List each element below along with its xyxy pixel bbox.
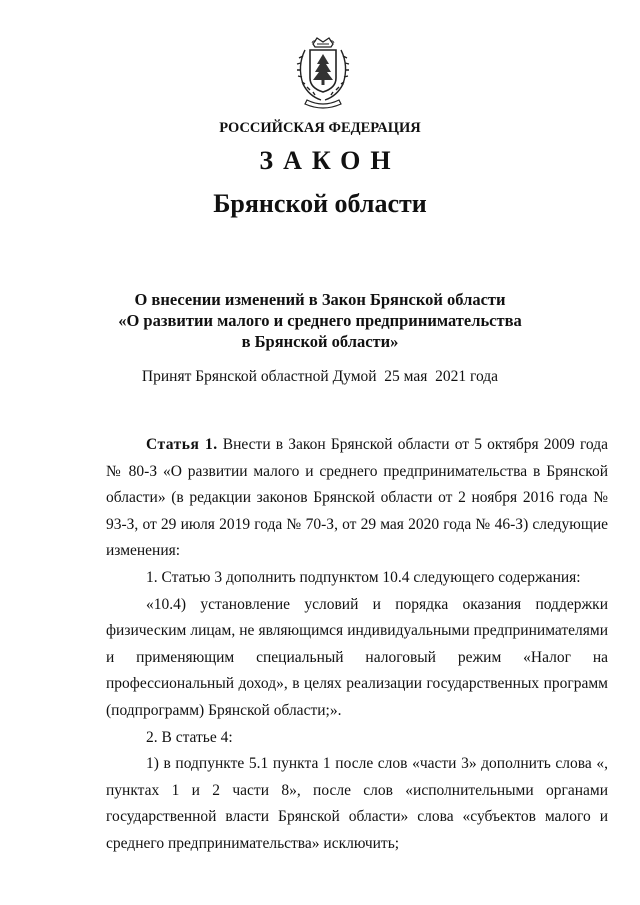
amendment-subitem: 1) в подпункте 5.1 пункта 1 после слов «части 3» дополнить слова «, пунктах 1 и 2 части 8», после слов «исполнительными органами государственной власти Брянской области» слова «субъектов малого и среднего предпринимательства» исключить; xyxy=(106,755,608,852)
law-title-line: «О развитии малого и среднего предпринимательства xyxy=(118,311,522,330)
document-type: ЗАКОН xyxy=(259,146,401,175)
law-title-line: О внесении изменений в Закон Брянской области xyxy=(134,290,506,309)
article-label: Статья 1. xyxy=(146,436,218,453)
law-body xyxy=(106,432,608,858)
amendment-item: 2. В статье 4: xyxy=(146,728,233,746)
law-title xyxy=(0,289,640,352)
amendment-item: 1. Статью 3 дополнить подпунктом 10.4 следующего содержания: xyxy=(146,568,581,586)
law-title-line: в Брянской области» xyxy=(241,332,399,351)
coat-of-arms-icon xyxy=(291,36,355,110)
adoption-note: Принят Брянской областной Думой 25 мая 2021 года xyxy=(141,368,499,385)
amendment-quote: «10.4) установление условий и порядка оказания поддержки физическим лицам, не являющимся индивидуальными предпринимателями и применяющим специальный налоговый режим «Налог на профессиональный доход», в целях реализации государственных программ (подпрограмм) Брянской области;». xyxy=(106,595,608,719)
country-name: РОССИЙСКАЯ ФЕДЕРАЦИЯ xyxy=(219,120,421,136)
article-1-paragraph xyxy=(106,432,608,565)
article-text: Внести в Закон Брянской области от 5 октября 2009 года № 80-З «О развитии малого и среднего предпринимательства в Брянской области» (в редакции законов Брянской области от 2 ноября 2016 года № 93-З, от 29 июля 2019 года № 70-З, от 29 мая 2020 года № 46-З) следующие изменения: xyxy=(106,436,608,560)
region-name: Брянской области xyxy=(213,189,427,218)
